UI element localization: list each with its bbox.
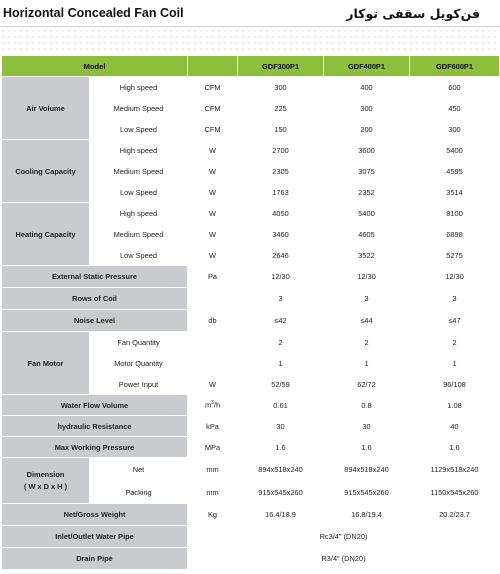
unit: W [188, 161, 238, 182]
value: 2646 [238, 245, 324, 266]
value: 2 [238, 332, 324, 353]
water-flow-volume-label: Water Flow Volume [2, 395, 188, 416]
value: 5275 [410, 245, 500, 266]
noise-level-label: Noise Level [2, 310, 188, 332]
value: 1 [238, 353, 324, 374]
sub-label: Packing [90, 481, 188, 504]
value: 16.4/18.9 [238, 504, 324, 526]
value: 2700 [238, 140, 324, 161]
value: 16.8/19.4 [324, 504, 410, 526]
value: 3460 [238, 224, 324, 245]
value: 4050 [238, 203, 324, 224]
value: R3/4" (DN20) [188, 548, 500, 570]
value: 20.2/23.7 [410, 504, 500, 526]
unit: db [188, 310, 238, 332]
unit: W [188, 374, 238, 395]
value: 450 [410, 98, 500, 119]
net-gross-weight-label: Net/Gross Weight [2, 504, 188, 526]
unit: $m^3/h$ [188, 395, 238, 416]
value: ≤47 [410, 310, 500, 332]
value: 52/59 [238, 374, 324, 395]
value: ≤44 [324, 310, 410, 332]
value: 1 [324, 353, 410, 374]
sub-label: Medium Speed [90, 224, 188, 245]
value: 2 [324, 332, 410, 353]
external-static-pressure-label: External Static Pressure [2, 266, 188, 288]
model-unit-blank [188, 56, 238, 77]
value: 300 [238, 77, 324, 98]
value: 150 [238, 119, 324, 140]
value: 1.6 [324, 437, 410, 458]
fan-motor-label: Fan Motor [2, 332, 90, 395]
inlet-outlet-water-pipe-label: Inlet/Outlet Water Pipe [2, 526, 188, 548]
value: 30 [324, 416, 410, 437]
value: 894x518x240 [238, 458, 324, 481]
value: 3 [324, 288, 410, 310]
table-row [2, 504, 500, 526]
value: 3 [238, 288, 324, 310]
spec-table [1, 55, 500, 570]
value: 1.6 [410, 437, 500, 458]
dimension-label: Dimension ( W x D x H ) [2, 458, 90, 504]
sub-label: High speed [90, 77, 188, 98]
sub-label: Low Speed [90, 182, 188, 203]
model-row [2, 56, 500, 77]
table-row [2, 416, 500, 437]
value: 0.8 [324, 395, 410, 416]
table-row [2, 332, 500, 353]
value: 3514 [410, 182, 500, 203]
value: 5400 [410, 140, 500, 161]
unit: CFM [188, 119, 238, 140]
value: 400 [324, 77, 410, 98]
max-working-pressure-label: Max Working Pressure [2, 437, 188, 458]
rows-of-coil-label: Rows of Coil [2, 288, 188, 310]
value: 3 [410, 288, 500, 310]
model-label: Model [2, 56, 188, 77]
value: 3522 [324, 245, 410, 266]
unit: Kg [188, 504, 238, 526]
unit: W [188, 224, 238, 245]
unit [188, 332, 238, 353]
drain-pipe-label: Drain Pipe [2, 548, 188, 570]
table-row [2, 288, 500, 310]
model-name: GDF400P1 [324, 56, 410, 77]
sub-label: Low Speed [90, 245, 188, 266]
table-row [2, 266, 500, 288]
value: 3075 [324, 161, 410, 182]
sub-label: Power Input [90, 374, 188, 395]
sub-label: Fan Quantity [90, 332, 188, 353]
value: 300 [324, 98, 410, 119]
unit: CFM [188, 98, 238, 119]
value: 3600 [324, 140, 410, 161]
value: 4595 [410, 161, 500, 182]
unit: W [188, 203, 238, 224]
value: 1150x545x260 [410, 481, 500, 504]
dotted-pattern [0, 28, 500, 54]
value: 300 [410, 119, 500, 140]
value: 1 [410, 353, 500, 374]
unit: mm [188, 481, 238, 504]
unit: W [188, 245, 238, 266]
table-row [2, 395, 500, 416]
table-row [2, 437, 500, 458]
table-row [2, 458, 500, 481]
cooling-capacity-label: Cooling Capacity [2, 140, 90, 203]
sub-label: Low Speed [90, 119, 188, 140]
unit: CFM [188, 77, 238, 98]
value: 1.08 [410, 395, 500, 416]
sub-label: Medium Speed [90, 98, 188, 119]
unit [188, 353, 238, 374]
value: ≤42 [238, 310, 324, 332]
value: 0.61 [238, 395, 324, 416]
value: 1763 [238, 182, 324, 203]
sub-label: Motor Quantity [90, 353, 188, 374]
sub-label: Medium Speed [90, 161, 188, 182]
value: 62/72 [324, 374, 410, 395]
unit: mm [188, 458, 238, 481]
table-row [2, 77, 500, 98]
unit [188, 288, 238, 310]
table-row [2, 310, 500, 332]
unit: Pa [188, 266, 238, 288]
value: 5400 [324, 203, 410, 224]
hydraulic-resistance-label: hydraulic Resistance [2, 416, 188, 437]
sub-label: Net [90, 458, 188, 481]
title-persian: فن‌کویل سقفی توکار [346, 5, 480, 21]
title-english: Horizontal Concealed Fan Coil [3, 6, 184, 20]
heating-capacity-label: Heating Capacity [2, 203, 90, 266]
value: 2352 [324, 182, 410, 203]
unit: W [188, 182, 238, 203]
value: 1129x518x240 [410, 458, 500, 481]
air-volume-label: Air Volume [2, 77, 90, 140]
unit: kPa [188, 416, 238, 437]
value: 12/30 [238, 266, 324, 288]
value: 2 [410, 332, 500, 353]
value: 8100 [410, 203, 500, 224]
value: 915x545x260 [324, 481, 410, 504]
table-row [2, 203, 500, 224]
model-name: GDF600P1 [410, 56, 500, 77]
unit: MPa [188, 437, 238, 458]
value: 1.6 [238, 437, 324, 458]
value: 915x545x260 [238, 481, 324, 504]
table-row [2, 526, 500, 548]
value: 225 [238, 98, 324, 119]
value: 40 [410, 416, 500, 437]
value: 600 [410, 77, 500, 98]
value: 96/108 [410, 374, 500, 395]
value: 30 [238, 416, 324, 437]
model-name: GDF300P1 [238, 56, 324, 77]
value: 200 [324, 119, 410, 140]
table-row [2, 548, 500, 570]
unit: W [188, 140, 238, 161]
value: 12/30 [324, 266, 410, 288]
value: Rc3/4" (DN20) [188, 526, 500, 548]
value: 12/30 [410, 266, 500, 288]
table-row [2, 140, 500, 161]
value: 894x518x240 [324, 458, 410, 481]
value: 4605 [324, 224, 410, 245]
value: 2305 [238, 161, 324, 182]
value: 6898 [410, 224, 500, 245]
page-header [0, 0, 500, 27]
sub-label: High speed [90, 140, 188, 161]
sub-label: High speed [90, 203, 188, 224]
